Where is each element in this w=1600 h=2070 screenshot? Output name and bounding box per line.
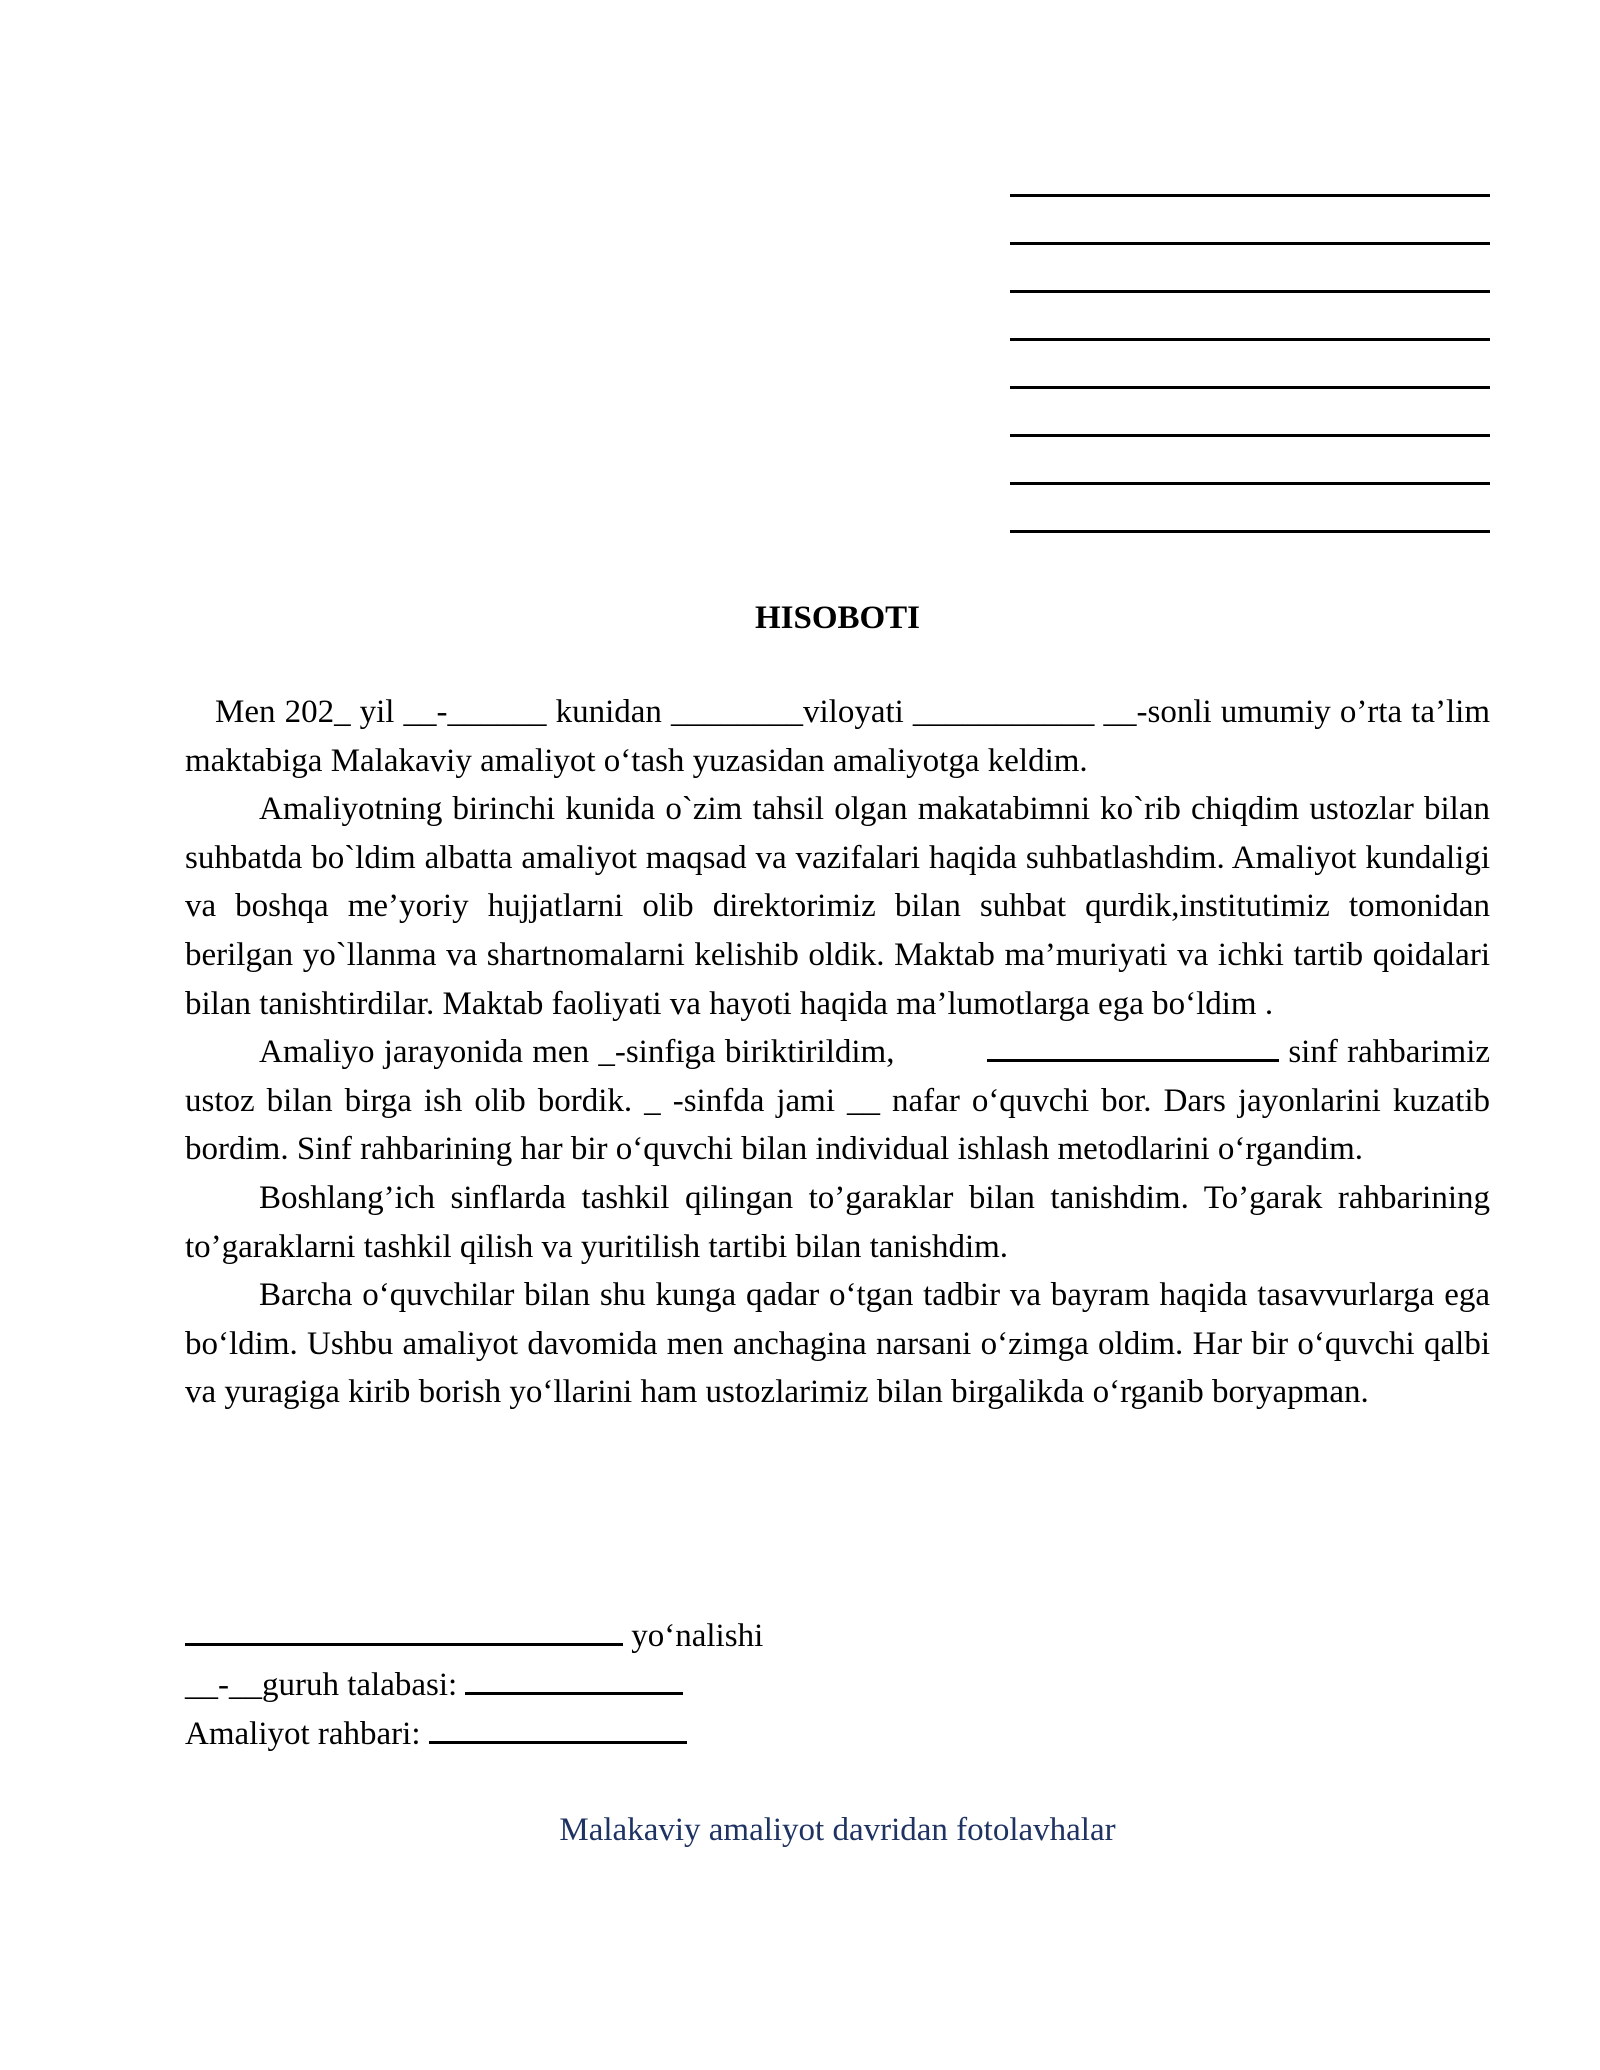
header-blank-line [1010, 341, 1490, 389]
teacher-name-blank [987, 1029, 1279, 1062]
signature-block [185, 1612, 1085, 1759]
header-blank-line [1010, 245, 1490, 293]
header-blank-line [1010, 485, 1490, 533]
direction-blank [185, 1613, 623, 1646]
header-blank-line [1010, 293, 1490, 341]
supervisor-line [185, 1710, 1085, 1759]
supervisor-label: Amaliyot rahbari: [185, 1716, 421, 1752]
paragraph-conclusion: Barcha o‘quvchilar bilan shu kunga qadar o‘tgan tadbir va bayram haqida tasavvurlarga ega bo‘ldim. Ushbu amaliyot davomida men anchagina narsani o‘zimga oldim. Har bir o‘quvchi qalbi va yuragiga kirib borish yo‘llarini ham ustozlarimiz bilan birgalikda o‘rganib boryapman. [185, 1277, 1490, 1411]
photo-caption: Malakaviy amaliyot davridan fotolavhalar [559, 1812, 1116, 1848]
paragraph-class-assignment-rest: sinf rahbarimiz ustoz bilan birga ish olib bordik. _ -sinfda jami __ nafar o‘quvchi bor. Dars jayonlarini kuzatib bordim. Sinf rahbarining har bir o‘quvchi bilan individual ishlash metodlarini o‘rgandim. [185, 1034, 1491, 1168]
paragraph-class-assignment-start: Amaliyo jarayonida men _-sinfiga biriktirildim, [259, 1034, 895, 1071]
header-blank-line [1010, 197, 1490, 245]
paragraph-clubs: Boshlang’ich sinflarda tashkil qilingan to’garaklar bilan tanishdim. To’garak rahbarining to’garaklarni tashkil qilish va yuritilish tartibi bilan tanishdim. [185, 1179, 1490, 1265]
paragraph-first-day: Amaliyotning birinchi kunida o`zim tahsil olgan makatabimni ko`rib chiqdim ustozlar bilan suhbatda bo`ldim albatta amaliyot maqsad va vazifalari haqida suhbatlashdim. Amaliyot kundaligi va boshqa me’yoriy hujjatlarni olib direktorimiz bilan suhbat qurdik,institutimiz tomonidan berilgan yo`llanma va shartnomalarni kelishib oldik. Maktab ma’muriyati va ichki tartib qoidalari bilan tanishtirdilar. Maktab faoliyati va hayoti haqida ma’lumotlarga ega bo‘ldim . [185, 791, 1490, 1022]
group-student-label: __-__guruh talabasi: [185, 1667, 458, 1703]
direction-line [185, 1612, 1085, 1661]
paragraph-intro: Men 202_ yil __-______ kunidan ________viloyati ___________ __-sonli umumiy o’rta ta’lim maktabiga Malakaviy amaliyot o‘tash yuzasidan amaliyotga keldim. [185, 694, 1490, 779]
header-blank-lines [1010, 194, 1490, 533]
group-student-line [185, 1661, 1085, 1710]
paragraph-class-assignment [185, 1028, 1490, 1174]
document-title: HISOBOTI [754, 600, 921, 636]
student-name-blank [465, 1662, 683, 1695]
header-blank-line [1010, 437, 1490, 485]
supervisor-name-blank [429, 1711, 687, 1744]
direction-label: yo‘nalishi [631, 1618, 764, 1654]
header-blank-line [1010, 389, 1490, 437]
report-body [185, 688, 1490, 1417]
